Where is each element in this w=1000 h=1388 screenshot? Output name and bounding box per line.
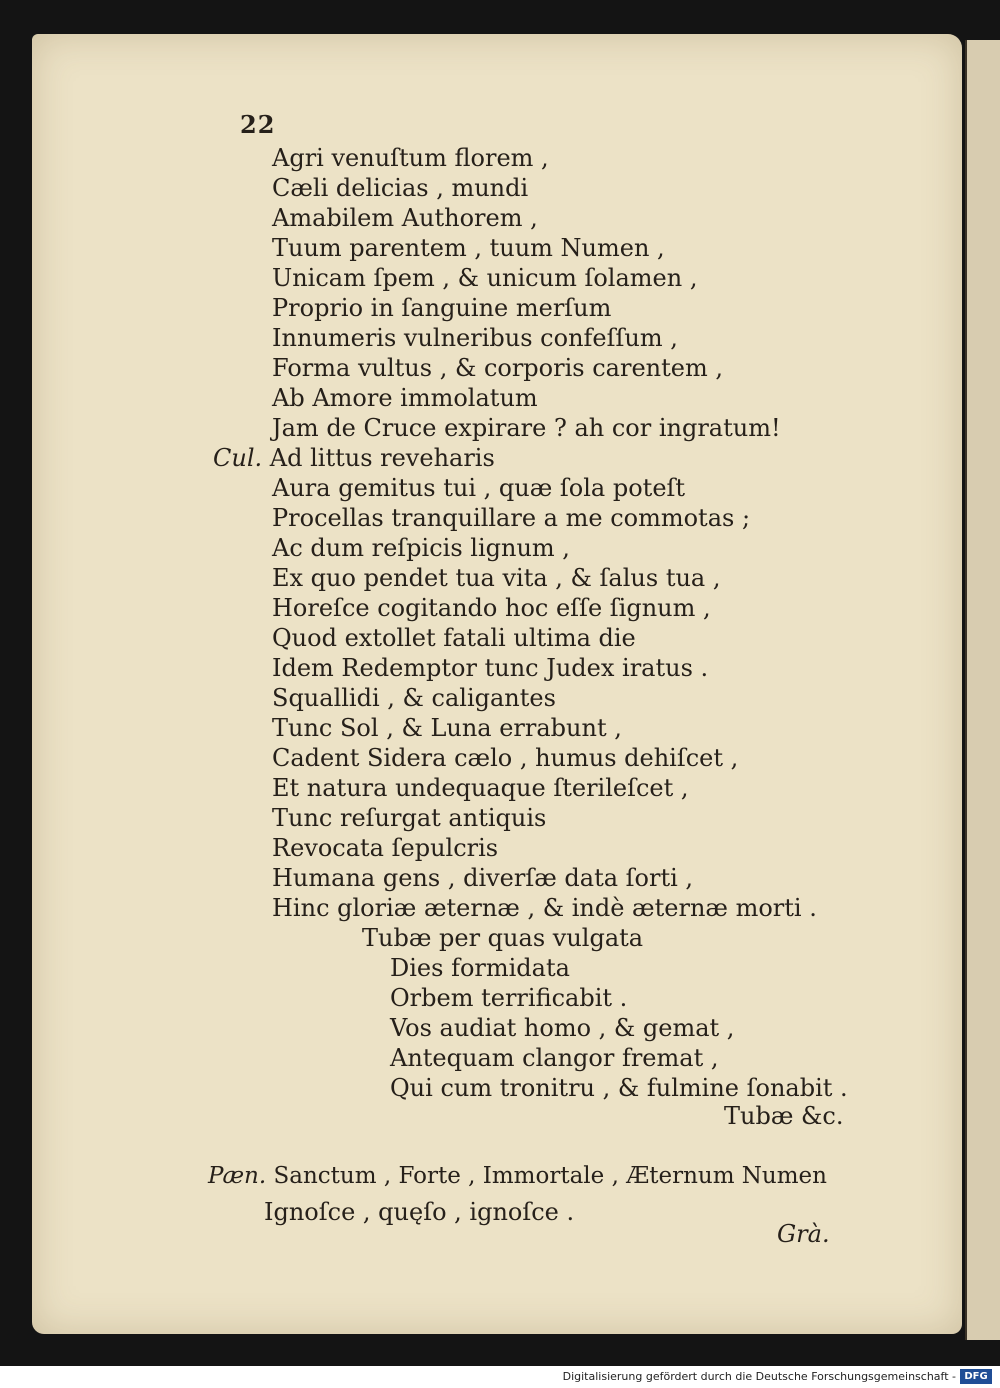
verse-line: Et natura undequaque ſterileſcet ,: [272, 774, 689, 802]
verse-line: Vos audiat homo , & gemat ,: [390, 1014, 735, 1042]
verse-line: Ignoſce , quęſo , ignoſce .: [264, 1198, 575, 1226]
page-number: 22: [240, 110, 276, 139]
verse-line: Ex quo pendet tua vita , & ſalus tua ,: [272, 564, 721, 592]
verse-line: Innumeris vulneribus confeſſum ,: [272, 324, 678, 352]
speaker-label: Cul.: [213, 444, 263, 472]
verse-line: Cæli delicias , mundi: [272, 174, 529, 202]
verse-line: Dies formidata: [390, 954, 570, 982]
verse-line: Cadent Sidera cælo , humus dehiſcet ,: [272, 744, 739, 772]
verse-line: Quod extollet fatali ultima die: [272, 624, 636, 652]
footer-credit: Digitalisierung gefördert durch die Deutsche Forschungsgemeinschaft -: [562, 1370, 956, 1383]
verse-line: Horeſce cogitando hoc eſſe ſignum ,: [272, 594, 711, 622]
verse-line: Ab Amore immolatum: [272, 384, 538, 412]
verse-line: Idem Redemptor tunc Judex iratus .: [272, 654, 709, 682]
verse-line: Tunc Sol , & Luna errabunt ,: [272, 714, 622, 742]
verse-line: Orbem terrificabit .: [390, 984, 628, 1012]
verse-line: Squallidi , & caligantes: [272, 684, 556, 712]
verse-line: Proprio in ſanguine merſum: [272, 294, 612, 322]
dfg-logo: DFG: [960, 1369, 992, 1384]
verse-line: Tubæ per quas vulgata: [362, 924, 644, 952]
verse-line: Ac dum reſpicis lignum ,: [272, 534, 570, 562]
catchword: Grà.: [777, 1220, 830, 1248]
verse-line: Aura gemitus tui , quæ ſola poteſt: [272, 474, 686, 502]
verse-line: Humana gens , diverſæ data ſorti ,: [272, 864, 694, 892]
verse-line: Cul. Ad littus reveharis: [213, 444, 495, 472]
speaker-label: Pæn.: [208, 1163, 267, 1189]
verse-line: Forma vultus , & corporis carentem ,: [272, 354, 723, 382]
verse-line: Pæn. Sanctum , Forte , Immortale , Æternum Numen: [208, 1163, 827, 1189]
verse-line: Tuum parentem , tuum Numen ,: [272, 234, 665, 262]
verse-line: Agri venuſtum florem ,: [272, 144, 549, 172]
verse-line: Procellas tranquillare a me commotas ;: [272, 504, 751, 532]
verse-line: Jam de Cruce expirare ? ah cor ingratum!: [272, 414, 781, 442]
verse-line: Tubæ &c.: [724, 1102, 844, 1130]
verse-line: Qui cum tronitru , & fulmine ſonabit .: [390, 1074, 848, 1102]
verse-line: Amabilem Authorem ,: [272, 204, 538, 232]
verse-line: Tunc reſurgat antiquis: [272, 804, 547, 832]
verse-line: Revocata ſepulcris: [272, 834, 499, 862]
verse-line: Unicam ſpem , & unicum ſolamen ,: [272, 264, 698, 292]
verse-line: Hinc gloriæ æternæ , & indè æternæ morti .: [272, 894, 817, 922]
verse-line: Antequam clangor fremat ,: [390, 1044, 719, 1072]
